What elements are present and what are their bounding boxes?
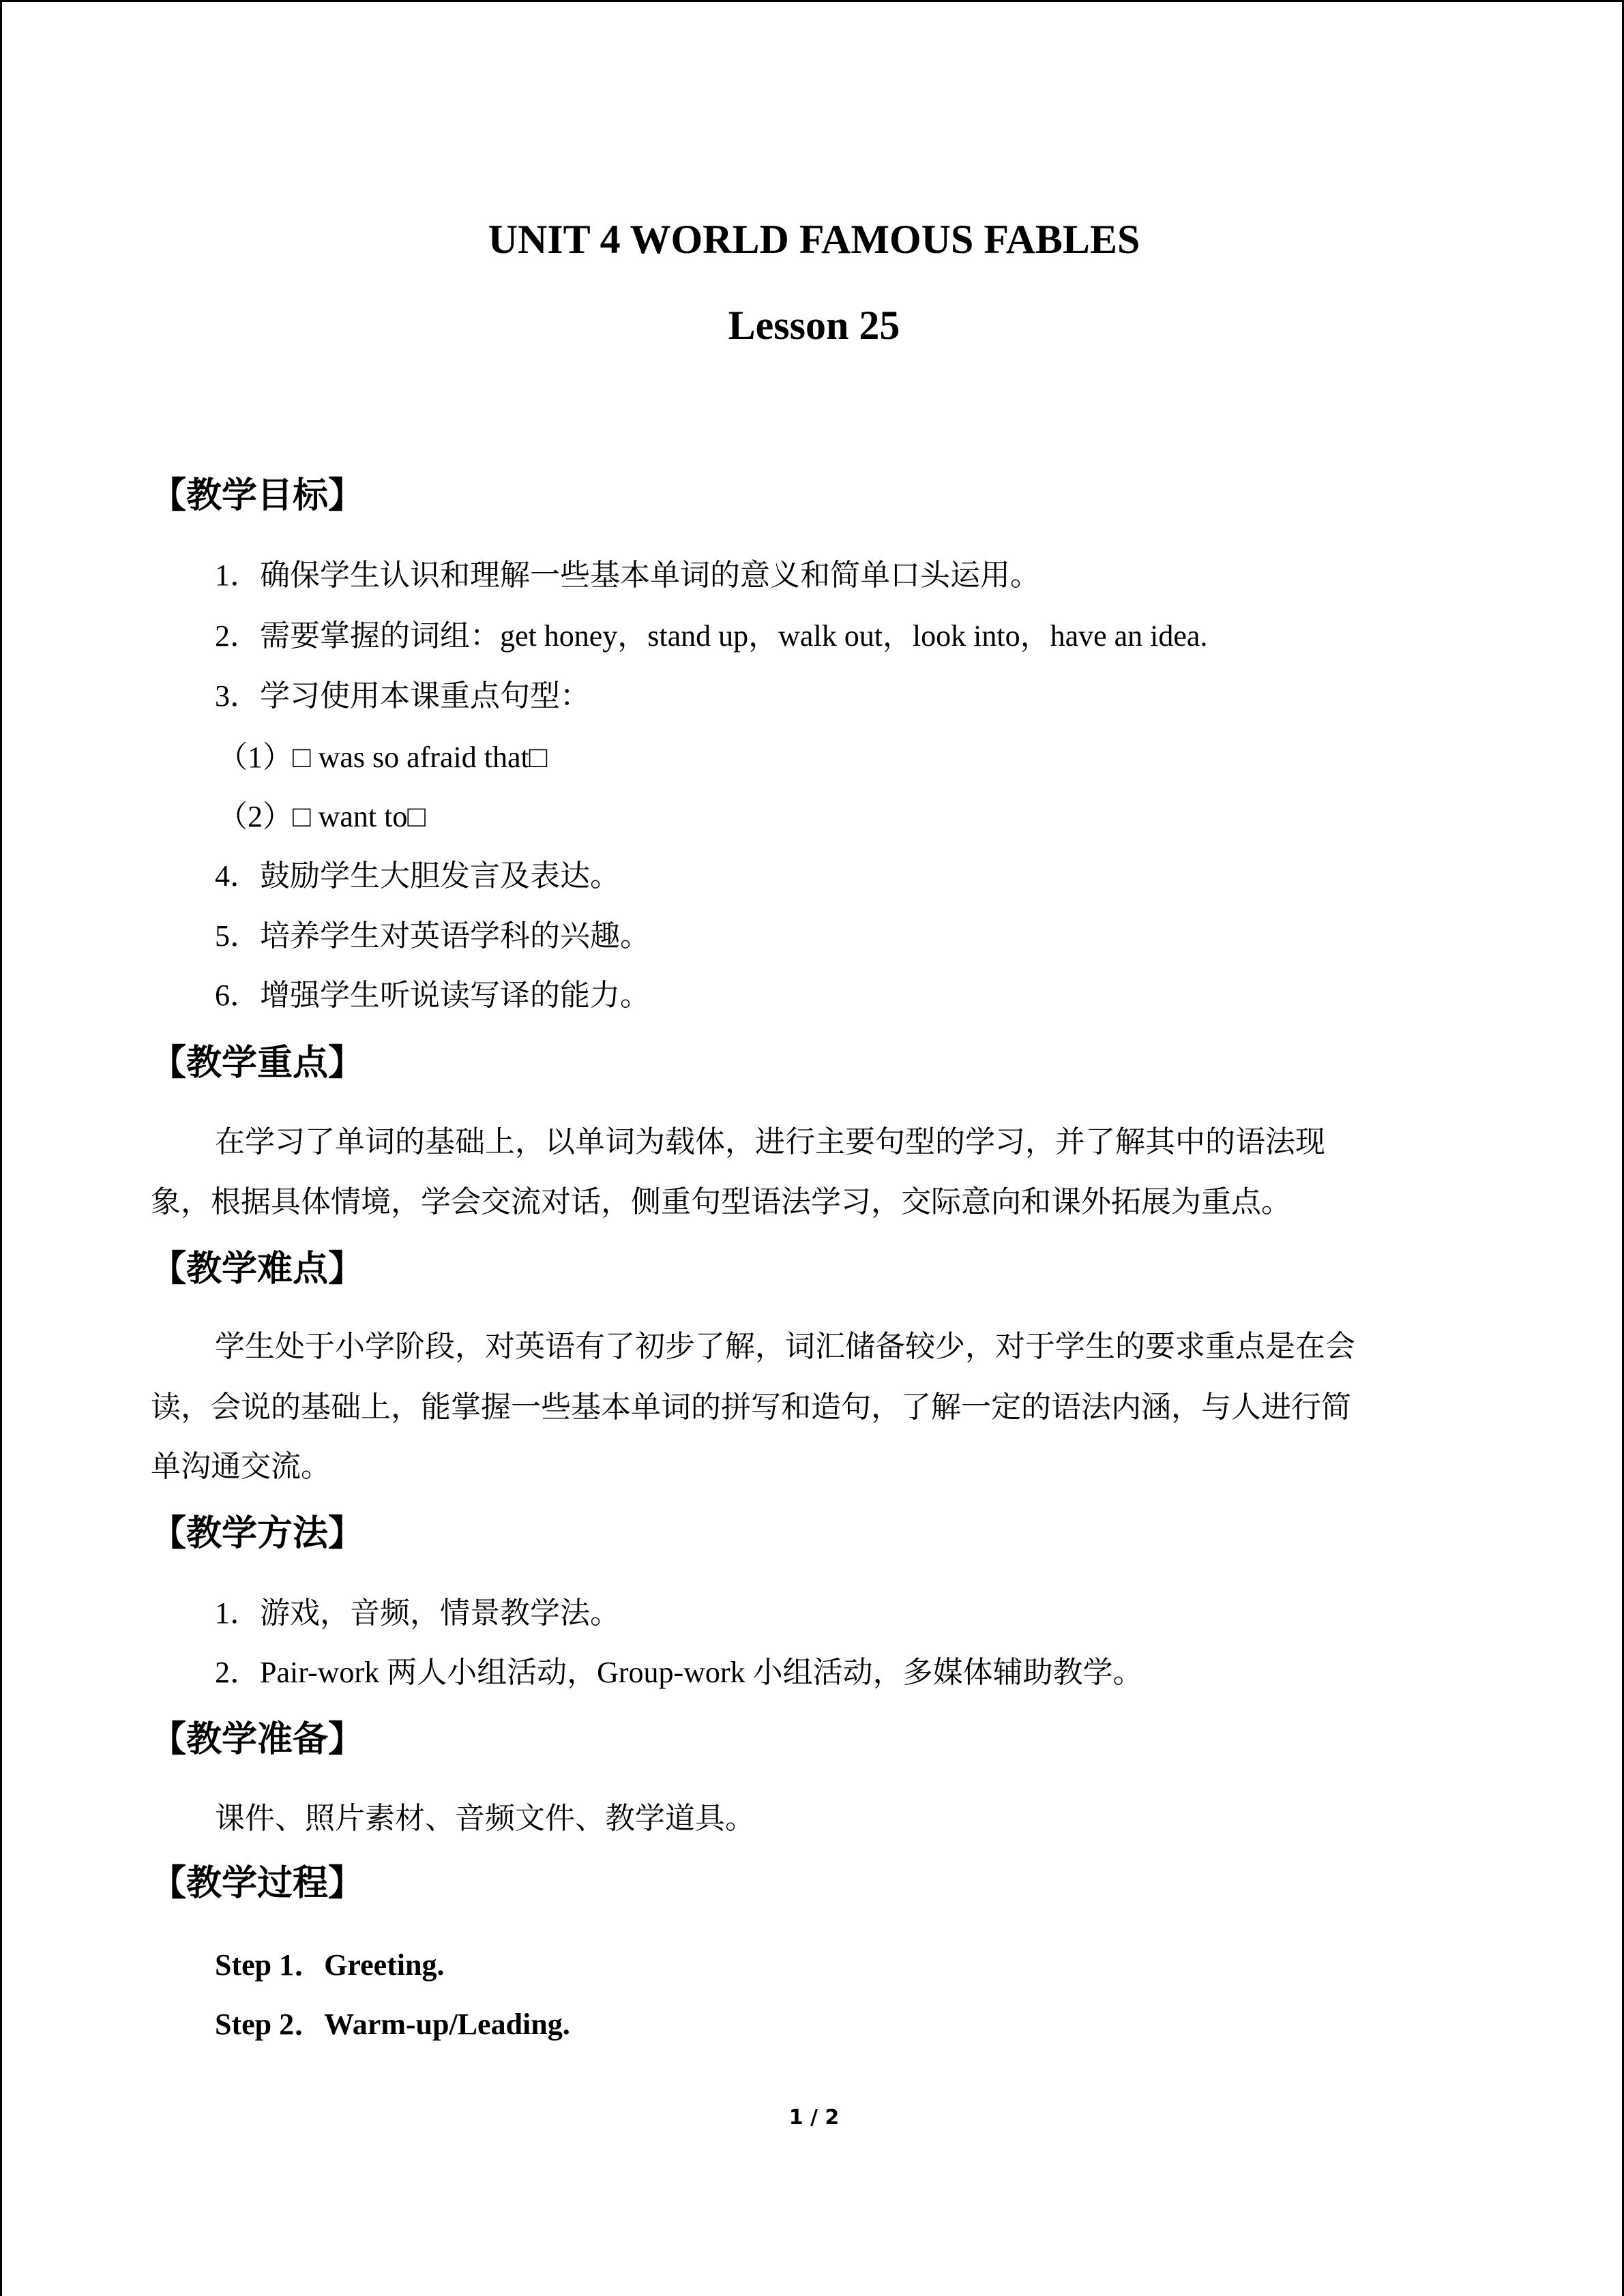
paragraph-line: 单沟通交流。: [151, 1450, 331, 1483]
paragraph-line: 象，根据具体情境，学会交流对话，侧重句型语法学习，交际意向和课外拓展为重点。: [151, 1185, 1291, 1219]
process-step: Step 2．Warm-up/Leading.: [215, 2008, 570, 2041]
goal-item: 6．增强学生听说读写译的能力。: [215, 979, 650, 1012]
goal-item: 5．培养学生对英语学科的兴趣。: [215, 919, 650, 953]
section-heading-process: 【教学过程】: [151, 1863, 364, 1904]
method-item: 2．Pair-work 两人小组活动，Group-work 小组活动，多媒体辅助教学。: [215, 1656, 1143, 1689]
lesson-title: Lesson 25: [728, 303, 900, 348]
goal-item: 3．学习使用本课重点句型：: [215, 679, 590, 713]
section-heading-methods: 【教学方法】: [151, 1513, 364, 1554]
paragraph-line: 在学习了单词的基础上，以单词为载体，进行主要句型的学习，并了解其中的语法现: [215, 1125, 1325, 1159]
document-title: UNIT 4 WORLD FAMOUS FABLES: [488, 217, 1140, 262]
paragraph-line: 读，会说的基础上，能掌握一些基本单词的拼写和造句，了解一定的语法内涵，与人进行简: [151, 1390, 1351, 1424]
section-heading-goals: 【教学目标】: [151, 475, 364, 516]
goal-item: 1．确保学生认识和理解一些基本单词的意义和简单口头运用。: [215, 558, 1040, 592]
section-heading-preparation: 【教学准备】: [151, 1719, 364, 1760]
section-heading-key-points: 【教学重点】: [151, 1043, 364, 1084]
section-heading-difficulties: 【教学难点】: [151, 1249, 364, 1289]
paragraph-line: 学生处于小学阶段，对英语有了初步了解，词汇储备较少，对于学生的要求重点是在会: [215, 1330, 1355, 1363]
goal-item: 4．鼓励学生大胆发言及表达。: [215, 859, 620, 893]
method-item: 1．游戏，音频，情景教学法。: [215, 1596, 620, 1630]
goal-subitem: （2）□ want to□: [218, 800, 426, 833]
process-step: Step 1．Greeting.: [215, 1948, 445, 1982]
goal-subitem: （1）□ was so afraid that□: [218, 741, 548, 774]
goal-item: 2．需要掌握的词组：get honey，stand up，walk out，look into，have an idea.: [215, 619, 1208, 653]
page-number: 1 / 2: [788, 2106, 840, 2130]
preparation-text: 课件、照片素材、音频文件、教学道具。: [215, 1802, 755, 1835]
